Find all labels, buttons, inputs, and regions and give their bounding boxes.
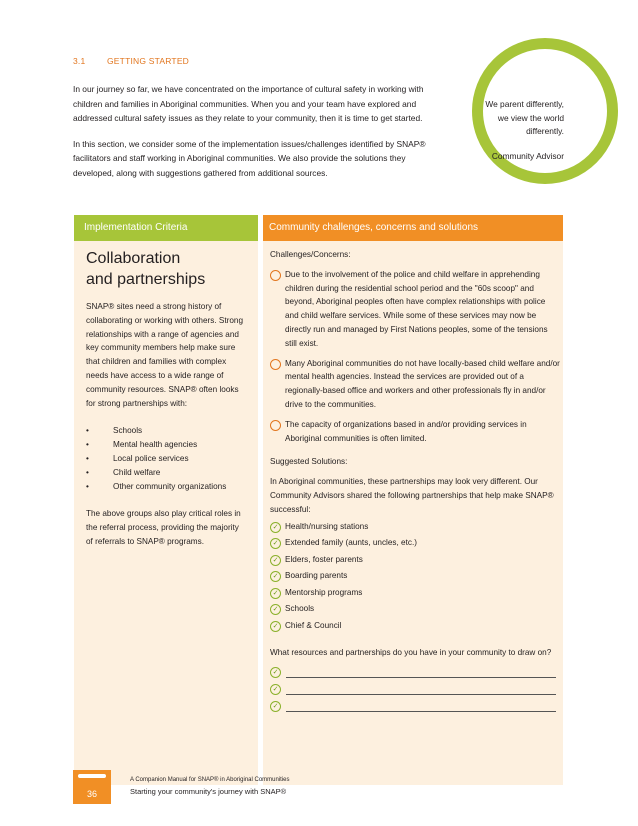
footer-manual-title: A Companion Manual for SNAP® in Aboriginal Communities — [130, 777, 290, 783]
check-circle-icon: ✓ — [270, 571, 281, 582]
solutions-label: Suggested Solutions: — [270, 457, 348, 467]
criteria-body — [86, 300, 246, 549]
list-item: • Other community organizations — [86, 480, 246, 494]
criteria-title — [86, 248, 205, 290]
concern-item: Due to the involvement of the police and child welfare in apprehending children during the residential school period and the "60s scoop" and beyond, Aboriginal peoples often have complex relationships with police and child welfare services. While some of these services may now be directly run and managed by First Nations peoples, some of the tensions still exist. — [270, 268, 560, 351]
section-number: 3.1 — [73, 56, 86, 66]
check-circle-icon: ✓ — [270, 701, 281, 712]
list-item: • Child welfare — [86, 466, 246, 480]
answer-line[interactable] — [270, 698, 560, 715]
challenges-label: Challenges/Concerns: — [270, 250, 351, 259]
check-circle-icon: ✓ — [270, 604, 281, 615]
reflection-question: What resources and partnerships do you have in your community to draw on? — [270, 648, 552, 658]
community-body — [270, 248, 560, 715]
community-header: Community challenges, concerns and solutions — [263, 215, 563, 241]
bullet-icon: • — [86, 426, 89, 436]
solution-item: ✓ Extended family (aunts, uncles, etc.) — [270, 535, 560, 552]
criteria-title-line: Collaboration — [86, 250, 181, 267]
answer-line[interactable] — [270, 664, 560, 681]
answer-line[interactable] — [270, 681, 560, 698]
implementation-header: Implementation Criteria — [74, 215, 258, 241]
check-circle-icon: ✓ — [270, 522, 281, 533]
bullet-icon: • — [86, 440, 89, 450]
bullet-icon: • — [86, 481, 89, 491]
quote-text: We parent differently, we view the world differently. — [485, 99, 564, 137]
check-circle-icon: ✓ — [270, 555, 281, 566]
circle-icon — [270, 420, 281, 431]
check-circle-icon: ✓ — [270, 588, 281, 599]
check-circle-icon: ✓ — [270, 621, 281, 632]
swoosh-icon — [78, 774, 106, 778]
criteria-title-line: and partnerships — [86, 271, 206, 288]
concern-item: The capacity of organizations based in and/or providing services in Aboriginal communities is often limited. — [270, 418, 560, 446]
circle-icon — [270, 359, 281, 370]
quote-attribution: Community Advisor — [491, 150, 564, 161]
intro-text — [73, 82, 433, 191]
solution-item: ✓ Schools — [270, 601, 560, 618]
section-title: GETTING STARTED — [107, 56, 190, 66]
list-item: • Schools — [86, 424, 246, 438]
criteria-closing: The above groups also play critical roles in the referral process, providing the majority of referrals to SNAP® programs. — [86, 509, 241, 546]
pull-quote — [478, 98, 564, 174]
solution-item: ✓ Boarding parents — [270, 568, 560, 585]
check-circle-icon: ✓ — [270, 538, 281, 549]
solution-item: ✓ Health/nursing stations — [270, 519, 560, 536]
page-number-badge — [73, 770, 111, 804]
circle-icon — [270, 270, 281, 281]
footer-chapter-title: Starting your community's journey with SNAP® — [130, 787, 287, 796]
list-item: • Local police services — [86, 452, 246, 466]
solution-item: ✓ Chief & Council — [270, 618, 560, 635]
bullet-icon: • — [86, 467, 89, 477]
criteria-paragraph: SNAP® sites need a strong history of collaborating or working with others. Strong relationships with a range of agencies and key community members help make sure that children and families with complex needs have access to a wide range of community resources. SNAP® often looks for strong partnerships with: — [86, 302, 244, 408]
solution-item: ✓ Mentorship programs — [270, 585, 560, 602]
bullet-icon: • — [86, 453, 89, 463]
check-circle-icon: ✓ — [270, 684, 281, 695]
intro-paragraph: In our journey so far, we have concentrated on the importance of cultural safety in working with children and families in Aboriginal communities. When you and your team have explored and addressed cultural safety issues as they relate to your community, then it is time to get started. — [73, 84, 424, 123]
list-item: • Mental health agencies — [86, 438, 246, 452]
check-circle-icon: ✓ — [270, 667, 281, 678]
solution-item: ✓ Elders, foster parents — [270, 552, 560, 569]
solutions-intro: In Aboriginal communities, these partnerships may look very different. Our Community Advisors shared the following partnerships that help make SNAP® successful: — [270, 477, 554, 514]
partner-list — [86, 424, 246, 493]
intro-paragraph: In this section, we consider some of the implementation issues/challenges identified by SNAP® facilitators and staff working in Aboriginal communities. We also provide the solutions they developed, along with suggestions gathered from additional sources. — [73, 138, 426, 178]
page-number: 36 — [86, 789, 97, 799]
concern-item: Many Aboriginal communities do not have locally-based child welfare and/or mental health agencies. Instead the services are provided out of a regionally-based office and workers and other professionals fly in and/or drive to the communities. — [270, 357, 560, 412]
section-heading — [73, 56, 189, 66]
